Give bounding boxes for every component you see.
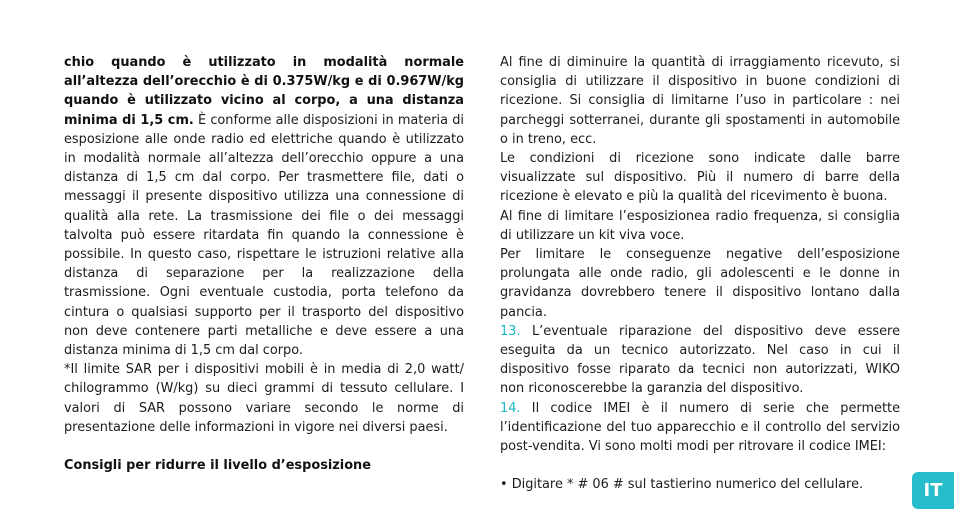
imei-bullet: • Digitare * # 06 # sul tastierino numerico del cellulare.	[500, 477, 864, 493]
language-badge: IT	[912, 472, 954, 509]
handsfree-advice: Al fine di limitare l’esposizionea radio frequenza, si consiglia di utilizzare un kit viva voce.	[500, 208, 900, 243]
sar-compliance-text: È conforme alle disposizioni in materia di esposizione alle onde radio ed elettriche quando è utilizzato in modalità normale all’altezza dell’orecchio oppure a una distanza di 1,5 cm dal corpo. Per trasmettere file, dati o messaggi il presente dispositivo utilizza una connessione di qualità alla rete. La trasmissione dei file o dei messaggi talvolta può essere ritardata fin quando la connessione è possibile. In questo caso, rispettare le istruzioni relative alla distanza di separazione per la realizzazione della trasmissione. Ogni eventuale custodia, porta telefono da cintura o qualsiasi supporto per il trasporto del dispositivo non deve contenere parti metalliche e deve essere a una distanza minima di 1,5 cm dal corpo.	[64, 112, 464, 359]
pregnancy-advice: Per limitare le conseguenze negative dell’esposizione prolungata alle onde radio, gli adolescenti e le donne in gravidanza dovrebbero tenere il dispositivo lontano dalla pancia.	[500, 247, 900, 320]
sar-paragraph	[64, 53, 464, 360]
right-column	[500, 53, 900, 495]
section-heading: Consigli per ridurre il livello d’esposizione	[64, 458, 371, 474]
item-13-number: 13.	[500, 323, 521, 339]
item-13	[500, 322, 900, 399]
item-14	[500, 399, 900, 457]
sar-values-bold: chio quando è utilizzato in modalità normale all’altezza dell’orecchio è di 0.375W/kg e di 0.967W/kg quando è utilizzato vicino al corpo, a una distanza minima di 1,5 cm.	[64, 55, 464, 128]
item-14-text: Il codice IMEI è il numero di serie che permette l’identificazione del tuo apparecchio e il controllo del servizio post-vendita. Vi sono molti modi per ritrovare il codice IMEI:	[500, 400, 900, 455]
reception-bars-info: Le condizioni di ricezione sono indicate dalle barre visualizzate sul dispositivo. Più il numero di barre della ricezione è elevato e più la qualità del ricevimento è buona.	[500, 151, 900, 205]
item-13-text: L’eventuale riparazione del dispositivo deve essere eseguita da un tecnico autorizzato. Nel caso in cui il dispositivo fosse riparato da tecnici non autorizzati, WIKO non riconoscerebbe la garanzia del dispositivo.	[500, 323, 900, 397]
item-14-number: 14.	[500, 400, 521, 416]
reception-advice: Al fine di diminuire la quantità di irraggiamento ricevuto, si consiglia di utilizzare il dispositivo in buone condizioni di ricezione. Si consiglia di limitarne l’uso in particolare : nei parcheggi sotterranei, durante gli spostamenti in automobile o in treno, ecc.	[500, 55, 900, 147]
left-column	[64, 53, 464, 475]
sar-limit-note: *Il limite SAR per i dispositivi mobili è in media di 2,0 watt/ chilogrammo (W/kg) su dieci grammi di tessuto cellulare. I valori di SAR possono variare secondo le norme di presentazione delle informazioni in vigore nei diversi paesi.	[64, 362, 464, 435]
